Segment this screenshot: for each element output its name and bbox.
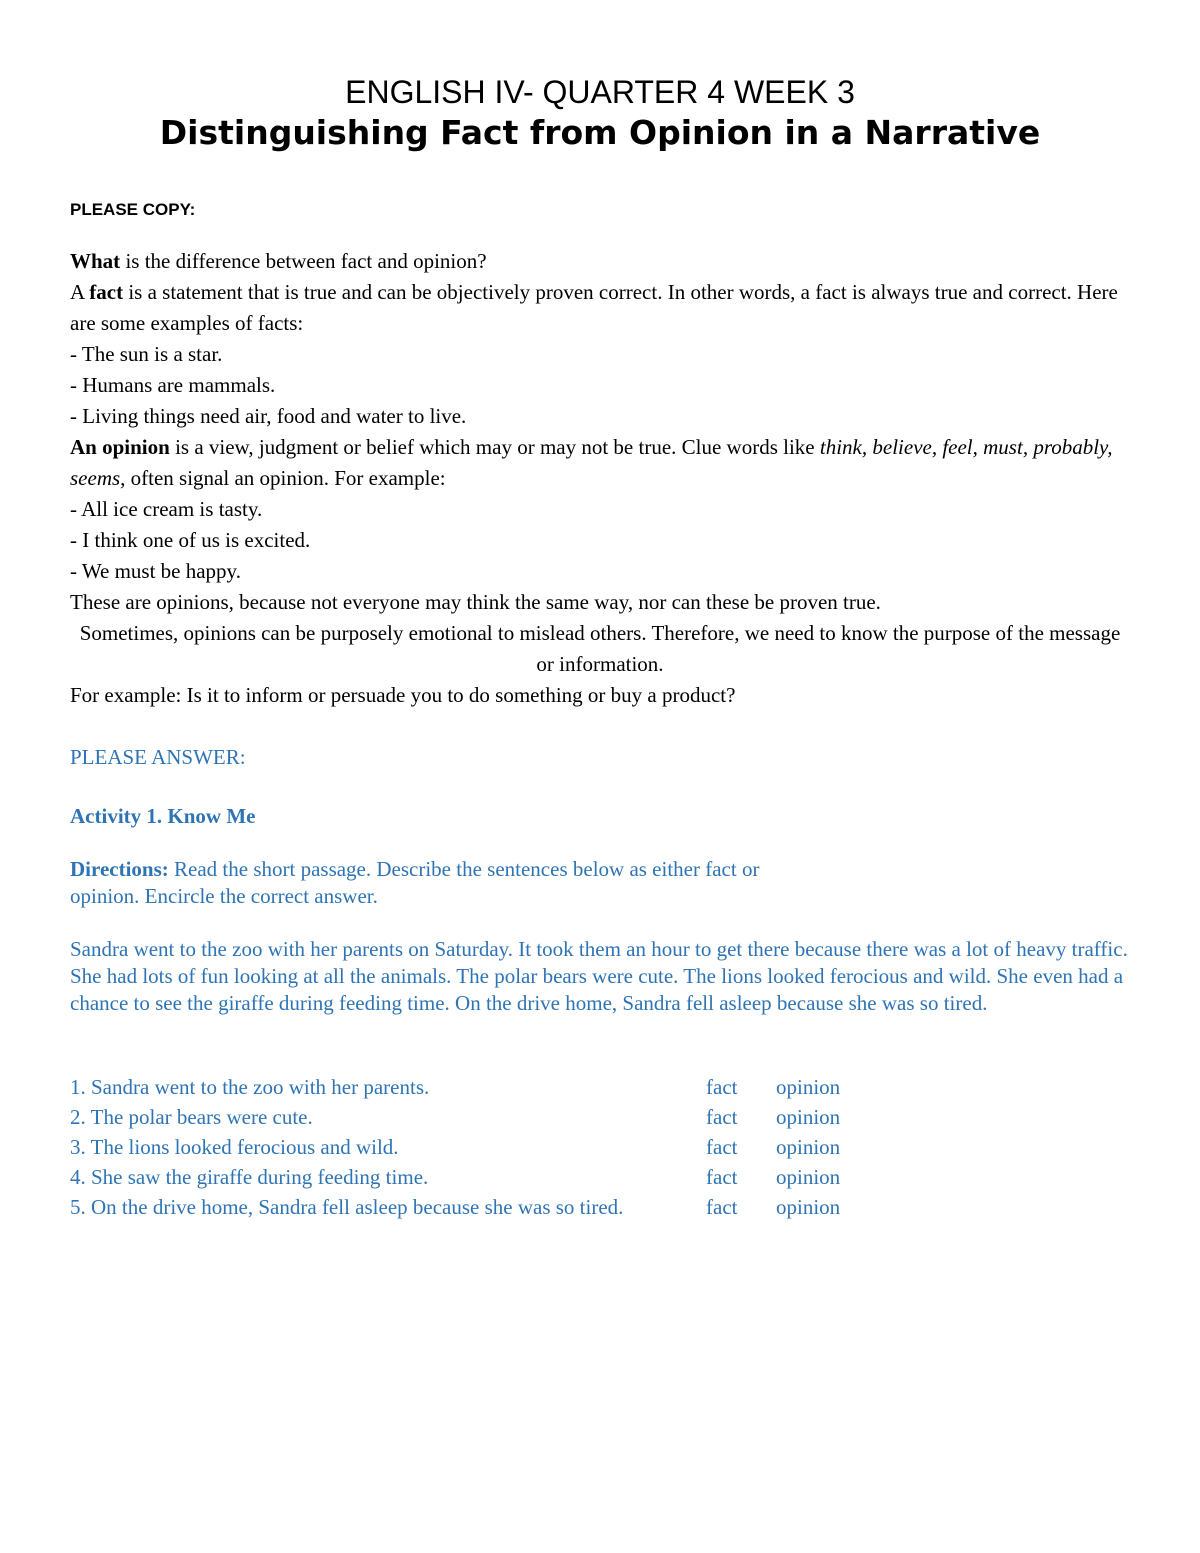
passage-text: Sandra went to the zoo with her parents on Saturday. It took them an hour to get there because there was a lot of heavy traffic. She had lots of fun looking at all the animals. The polar bears were cute. The lions looked ferocious and wild. She even had a chance to see the giraffe during feeding time. On the drive home, Sandra fell asleep because she was so tired. [70,937,1128,1015]
opinion-end: often signal an opinion. For example: [125,466,446,490]
choice-fact[interactable]: fact [706,1075,738,1099]
item-question: 1. Sandra went to the zoo with her parents. [70,1075,430,1099]
please-answer-label: PLEASE ANSWER: [70,745,246,769]
please-copy-label: PLEASE COPY: [70,200,196,219]
answer-item [70,1102,1130,1132]
item-question: 4. She saw the giraffe during feeding time. [70,1165,429,1189]
opinion-example: - All ice cream is tasty. [70,497,263,521]
for-example-line: For example: Is it to inform or persuade you to do something or buy a product? [70,683,736,707]
question-bold: What [70,249,121,273]
choice-opinion[interactable]: opinion [776,1105,841,1129]
fact-example: - The sun is a star. [70,342,223,366]
fact-definition [70,277,1130,339]
choice-opinion[interactable]: opinion [776,1195,841,1219]
activity-title: Activity 1. Know Me [70,804,256,828]
opinion-example: - We must be happy. [70,559,241,583]
directions-label: Directions: [70,857,169,881]
fact-example: - Living things need air, food and water to live. [70,404,467,428]
answer-item [70,1192,1130,1222]
answer-item [70,1162,1130,1192]
question-rest: is the difference between fact and opinion? [120,249,487,273]
answer-items [70,1072,1130,1222]
choice-opinion[interactable]: opinion [776,1135,841,1159]
item-question: 5. On the drive home, Sandra fell asleep because she was so tired. [70,1195,624,1219]
question-line [70,246,1130,277]
opinion-example: - I think one of us is excited. [70,528,311,552]
lesson-text [70,246,1130,711]
directions-line-1 [70,856,1130,883]
item-question: 2. The polar bears were cute. [70,1105,313,1129]
choice-fact[interactable]: fact [706,1165,738,1189]
fact-example: - Humans are mammals. [70,373,276,397]
opinion-conclusion: These are opinions, because not everyone may think the same way, nor can these be proven true. [70,590,881,614]
clue-words: think, believe, feel, must, probably, seems, [70,435,1113,490]
opinion-rest: is a view, judgment or belief which may or may not be true. Clue words like [169,435,820,459]
sometimes-paragraph: Sometimes, opinions can be purposely emotional to mislead others. Therefore, we need to know the purpose of the message or information. [79,621,1121,676]
choice-fact[interactable]: fact [706,1195,738,1219]
fact-pre: A [70,280,90,304]
choice-fact[interactable]: fact [706,1135,738,1159]
fact-rest: is a statement that is true and can be objectively proven correct. In other words, a fact is always true and correct. Here are some examples of facts: [70,280,1118,335]
choice-opinion[interactable]: opinion [776,1165,841,1189]
choice-opinion[interactable]: opinion [776,1075,841,1099]
passage [70,936,1130,1017]
answer-item [70,1072,1130,1102]
page-title: ENGLISH IV- QUARTER 4 WEEK 3 [345,74,855,110]
answer-item [70,1132,1130,1162]
item-question: 3. The lions looked ferocious and wild. [70,1135,399,1159]
directions [70,856,1130,910]
opinion-definition [70,432,1130,494]
fact-word: fact [89,280,124,304]
opinion-word: An opinion [70,435,170,459]
page-subtitle: Distinguishing Fact from Opinion in a Narrative [159,113,1041,152]
choice-fact[interactable]: fact [706,1105,738,1129]
directions-text-1: Read the short passage. Describe the sentences below as either fact or [168,857,760,881]
directions-line-2: opinion. Encircle the correct answer. [70,884,378,908]
